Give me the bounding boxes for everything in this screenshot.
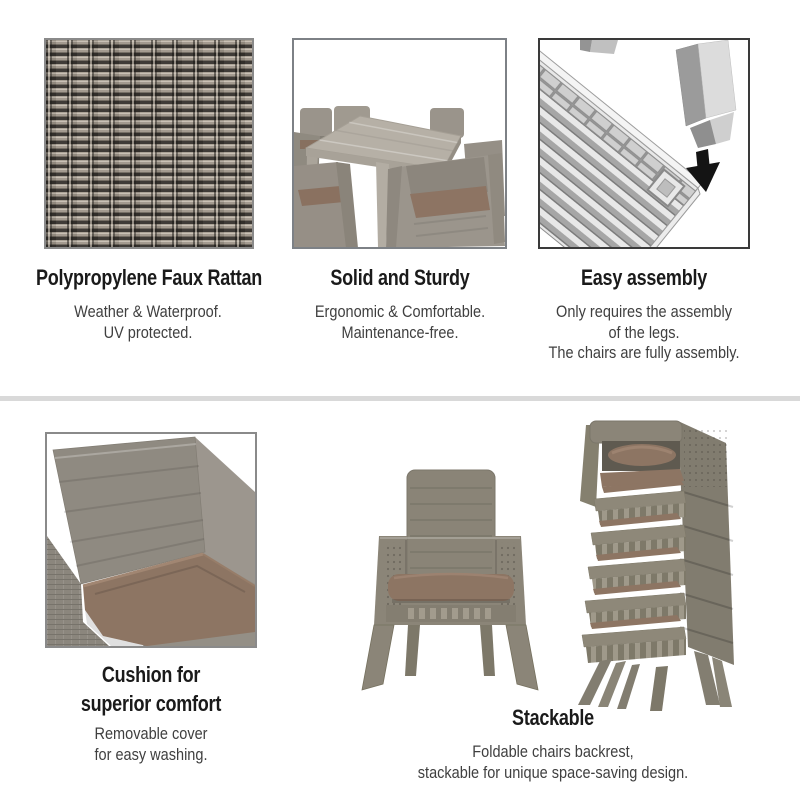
feature-title — [36, 264, 263, 292]
under-seat-slats — [386, 605, 516, 622]
cushion-closeup-panel — [45, 432, 257, 648]
feature-title — [39, 660, 263, 718]
feature-desc-line: of the legs. — [608, 323, 680, 342]
feature-title-line: superior comfort — [80, 691, 222, 716]
feature-title-line: Easy assembly — [581, 265, 707, 290]
dining-set-illustration — [294, 40, 505, 247]
feature-title-line: Solid and Sturdy — [330, 265, 470, 290]
feature-cushion-text — [11, 660, 291, 765]
stacked-seat-layers — [582, 479, 686, 663]
feature-solid-sturdy-text — [260, 264, 540, 343]
stack-right-side — [678, 421, 734, 665]
feature-desc-line: stackable for unique space-saving design. — [417, 763, 689, 782]
feature-title — [532, 264, 756, 292]
feature-title-line: Cushion for — [101, 662, 201, 687]
chair-legs — [362, 625, 538, 690]
stacked-chairs-image — [556, 415, 741, 713]
feature-desc-line: Ergonomic & Comfortable. — [314, 303, 486, 321]
feature-desc — [277, 302, 523, 343]
feature-faux-rattan-text — [8, 264, 288, 343]
feature-desc — [28, 724, 274, 765]
feature-title — [417, 704, 689, 732]
rattan-weave-texture — [46, 40, 252, 247]
dining-set-panel — [292, 38, 507, 249]
front-left-chair — [294, 162, 358, 247]
front-right-armchair — [386, 153, 505, 247]
assembly-diagram-panel — [538, 38, 750, 249]
feature-desc — [403, 742, 702, 783]
cushion-closeup-illustration — [47, 434, 255, 646]
feature-title — [288, 264, 512, 292]
single-chair-image — [350, 448, 550, 710]
feature-title-line: Polypropylene Faux Rattan — [36, 265, 263, 290]
feature-desc-line: Foldable chairs backrest, — [472, 743, 634, 761]
seat-cushion — [388, 574, 514, 603]
feature-desc — [521, 302, 767, 364]
stacked-chairs-illustration — [556, 415, 741, 713]
feature-easy-assembly-text — [504, 264, 784, 364]
leg-assembly-diagram — [540, 40, 748, 247]
section-divider — [0, 396, 800, 401]
single-chair-illustration — [350, 448, 550, 710]
feature-desc-line: Maintenance-free. — [341, 323, 459, 342]
feature-desc-line: Only requires the assembly — [556, 303, 732, 321]
feature-title-line: Stackable — [512, 705, 594, 730]
feature-desc-line: The chairs are fully assembly. — [548, 344, 740, 362]
feature-desc-line: UV protected. — [103, 323, 193, 342]
chair-backrest — [407, 470, 495, 588]
feature-desc — [25, 302, 271, 343]
feature-desc-line: Weather & Waterproof. — [74, 303, 222, 321]
feature-stackable-text — [383, 704, 723, 783]
feature-desc-line: for easy washing. — [94, 745, 208, 764]
rattan-swatch-panel — [44, 38, 254, 249]
feature-desc-line: Removable cover — [94, 725, 208, 743]
